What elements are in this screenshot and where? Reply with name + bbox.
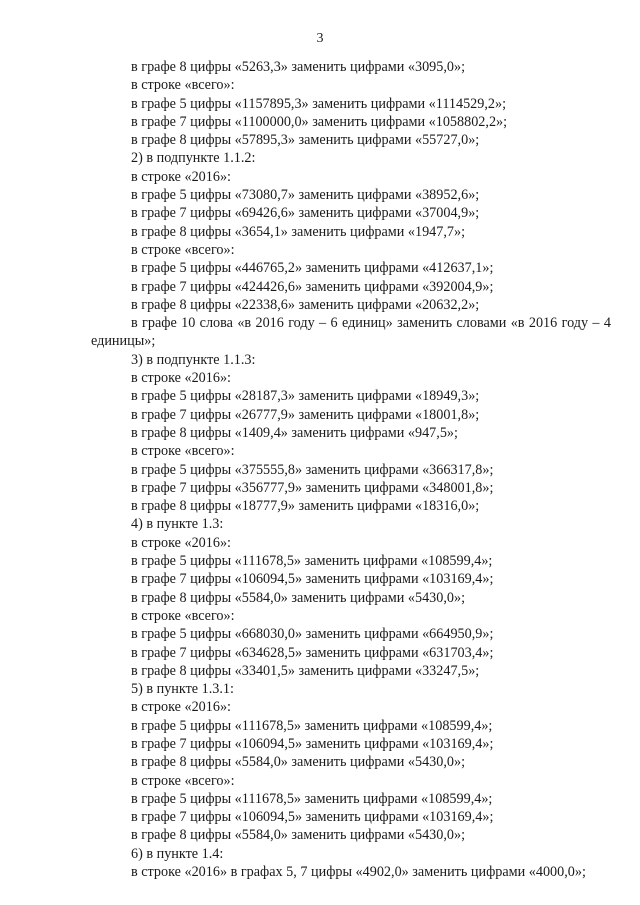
text-line: в графе 7 цифры «106094,5» заменить цифрами «103169,4»; xyxy=(131,571,494,588)
section-heading: 6) в пункте 1.4: xyxy=(131,845,224,862)
text-line: в графе 7 цифры «1100000,0» заменить цифрами «1058802,2»; xyxy=(131,113,508,130)
text-line: в графе 5 цифры «1157895,3» заменить цифрами «1114529,2»; xyxy=(131,95,507,112)
text-line: в строке «всего»: xyxy=(131,241,235,258)
text-line: в графе 7 цифры «69426,6» заменить цифрами «37004,9»; xyxy=(131,205,480,222)
section-heading: 5) в пункте 1.3.1: xyxy=(131,681,234,698)
text-line: в графе 5 цифры «111678,5» заменить цифрами «108599,4»; xyxy=(131,790,493,807)
text-line: в графе 7 цифры «356777,9» заменить цифрами «348001,8»; xyxy=(131,479,494,496)
text-line: в графе 5 цифры «28187,3» заменить цифрами «18949,3»; xyxy=(131,388,480,405)
section-heading: 3) в подпункте 1.1.3: xyxy=(131,351,256,368)
section-heading: 2) в подпункте 1.1.2: xyxy=(131,150,256,167)
text-line: в графе 8 цифры «18777,9» заменить цифрами «18316,0»; xyxy=(131,498,480,515)
document-body xyxy=(91,58,611,881)
text-line: в строке «всего»: xyxy=(131,607,235,624)
text-line: в графе 8 цифры «57895,3» заменить цифрами «55727,0»; xyxy=(131,132,480,149)
text-line: в строке «2016»: xyxy=(131,534,231,551)
text-line: в графе 8 цифры «1409,4» заменить цифрами «947,5»; xyxy=(131,424,458,441)
text-line: в графе 5 цифры «111678,5» заменить цифрами «108599,4»; xyxy=(131,717,493,734)
text-line: в строке «2016»: xyxy=(131,168,231,185)
text-line: в графе 5 цифры «375555,8» заменить цифрами «366317,8»; xyxy=(131,461,494,478)
text-line: в строке «2016» в графах 5, 7 цифры «4902,0» заменить цифрами «4000,0»; xyxy=(131,864,586,881)
text-line: в графе 5 цифры «111678,5» заменить цифрами «108599,4»; xyxy=(131,553,493,570)
text-line: в графе 7 цифры «26777,9» заменить цифрами «18001,8»; xyxy=(131,406,480,423)
text-line: в графе 5 цифры «446765,2» заменить цифрами «412637,1»; xyxy=(131,260,494,277)
text-line: в графе 7 цифры «106094,5» заменить цифрами «103169,4»; xyxy=(131,809,494,826)
text-line: в строке «2016»: xyxy=(131,699,231,716)
text-line: в графе 5 цифры «668030,0» заменить цифрами «664950,9»; xyxy=(131,626,494,643)
text-line: в графе 7 цифры «106094,5» заменить цифрами «103169,4»; xyxy=(131,735,494,752)
text-line: в графе 7 цифры «634628,5» заменить цифрами «631703,4»; xyxy=(131,644,494,661)
text-line: в графе 8 цифры «5584,0» заменить цифрами «5430,0»; xyxy=(131,827,466,844)
text-line: в графе 8 цифры «22338,6» заменить цифрами «20632,2»; xyxy=(131,296,480,313)
text-line: в графе 8 цифры «5584,0» заменить цифрами «5430,0»; xyxy=(131,589,466,606)
text-line: в графе 8 цифры «5584,0» заменить цифрами «5430,0»; xyxy=(131,754,466,771)
text-line: в строке «2016»: xyxy=(131,370,231,387)
text-line: в графе 8 цифры «3654,1» заменить цифрами «1947,7»; xyxy=(131,223,466,240)
text-line: в графе 7 цифры «424426,6» заменить цифрами «392004,9»; xyxy=(131,278,494,295)
text-line: в строке «всего»: xyxy=(131,772,235,789)
text-line: в графе 8 цифры «5263,3» заменить цифрами «3095,0»; xyxy=(131,59,466,75)
text-line: в строке «всего»: xyxy=(131,77,235,94)
text-line: в строке «всего»: xyxy=(131,443,235,460)
text-paragraph: в графе 10 слова «в 2016 году – 6 единиц» заменить словами «в 2016 году – 4 единицы»; xyxy=(91,315,611,350)
page-number: 3 xyxy=(316,31,324,46)
text-line: в графе 5 цифры «73080,7» заменить цифрами «38952,6»; xyxy=(131,187,480,204)
text-line: в графе 8 цифры «33401,5» заменить цифрами «33247,5»; xyxy=(131,662,480,679)
section-heading: 4) в пункте 1.3: xyxy=(131,516,224,533)
